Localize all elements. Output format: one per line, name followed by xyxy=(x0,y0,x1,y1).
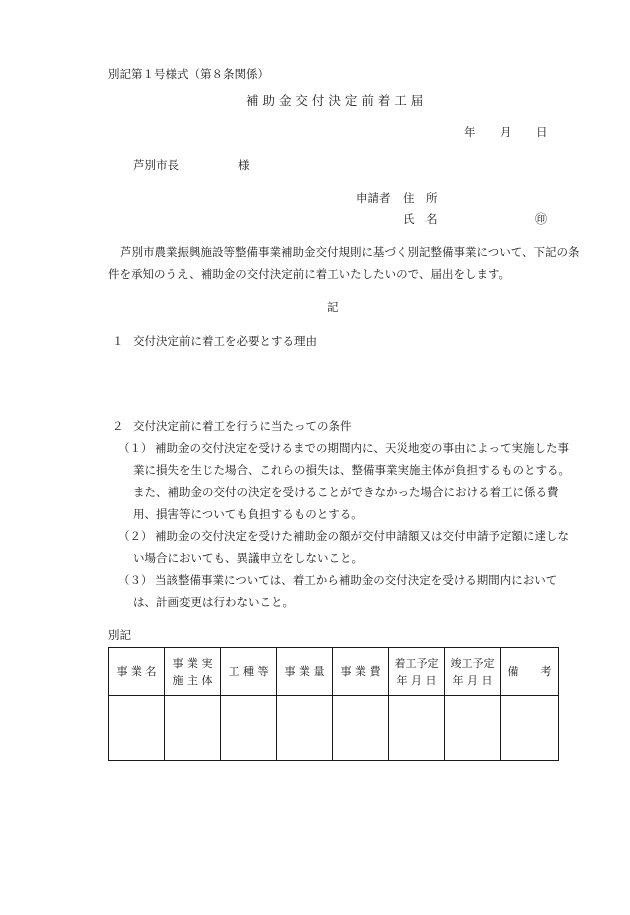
addressee-honorific: 様 xyxy=(238,158,250,172)
cell-implementing-body[interactable] xyxy=(165,696,221,761)
condition-1-number: （１） xyxy=(118,441,153,455)
cell-project-volume[interactable] xyxy=(277,696,333,761)
date-day: 日 xyxy=(536,125,548,139)
date-year: 年 xyxy=(464,125,476,139)
condition-3-text: 当該整備事業については、着工から補助金の交付決定を受ける期間内においては、計画変更は行わないこと。 xyxy=(133,573,558,609)
body-paragraph: 芦別市農業振興施設等整備事業補助金交付規則に基づく別記整備事業について、下記の条件を承知のうえ、補助金の交付決定前に着工いたしたいので、届出をします。 xyxy=(108,245,580,281)
project-table xyxy=(108,647,559,761)
ki-heading: 記 xyxy=(327,300,339,314)
cell-work-type[interactable] xyxy=(221,696,277,761)
cell-planned-completion[interactable] xyxy=(445,696,501,761)
document-title: 補 助 金 交 付 決 定 前 着 工 届 xyxy=(246,93,424,108)
condition-2-text: 補助金の交付決定を受けた補助金の額が交付申請額又は交付申請予定額に達しない場合においても、異議申立をしないこと。 xyxy=(133,529,569,565)
condition-3-number: （３） xyxy=(118,573,153,587)
condition-2-number: （２） xyxy=(118,529,153,543)
header-work-type: 工 種 等 xyxy=(221,648,277,696)
applicant-name-label: 氏 名 xyxy=(403,212,438,226)
date-month: 月 xyxy=(500,125,512,139)
header-project-cost: 事 業 費 xyxy=(333,648,389,696)
cell-project-cost[interactable] xyxy=(333,696,389,761)
header-planned-start: 着工予定 年 月 日 xyxy=(389,648,445,696)
item-1-number: １ xyxy=(112,334,124,348)
condition-1-text: 補助金の交付決定を受けるまでの期間内に、天災地変の事由によって実施した事業に損失を生じた場合、これらの損失は、整備事業実施主体が負担するものとする。また、補助金の交付の決定を受けることができなかった場合における着工に係る費用、損害等についても負担するものとする。 xyxy=(133,441,570,521)
header-project-volume: 事 業 量 xyxy=(277,648,333,696)
header-project-name: 事 業 名 xyxy=(109,648,165,696)
cell-remarks[interactable] xyxy=(501,696,559,761)
annex-label: 別記 xyxy=(108,628,131,642)
cell-planned-start[interactable] xyxy=(389,696,445,761)
header-remarks: 備 考 xyxy=(501,648,559,696)
item-2-text: 交付決定前に着工を行うに当たっての条件 xyxy=(133,419,352,433)
item-1-text: 交付決定前に着工を必要とする理由 xyxy=(133,334,317,348)
addressee-name: 芦別市長 xyxy=(133,158,179,172)
header-planned-completion: 竣工予定 年 月 日 xyxy=(445,648,501,696)
seal-mark: ㊞ xyxy=(535,212,548,226)
applicant-label: 申請者 xyxy=(356,191,391,205)
header-implementing-body: 事 業 実 施 主 体 xyxy=(165,648,221,696)
form-reference: 別記第１号様式（第８条関係） xyxy=(108,67,269,81)
applicant-address-label: 住 所 xyxy=(403,191,438,205)
item-2-number: ２ xyxy=(112,419,124,433)
table-header-row xyxy=(109,648,559,696)
cell-project-name[interactable] xyxy=(109,696,165,761)
table-row xyxy=(109,696,559,761)
